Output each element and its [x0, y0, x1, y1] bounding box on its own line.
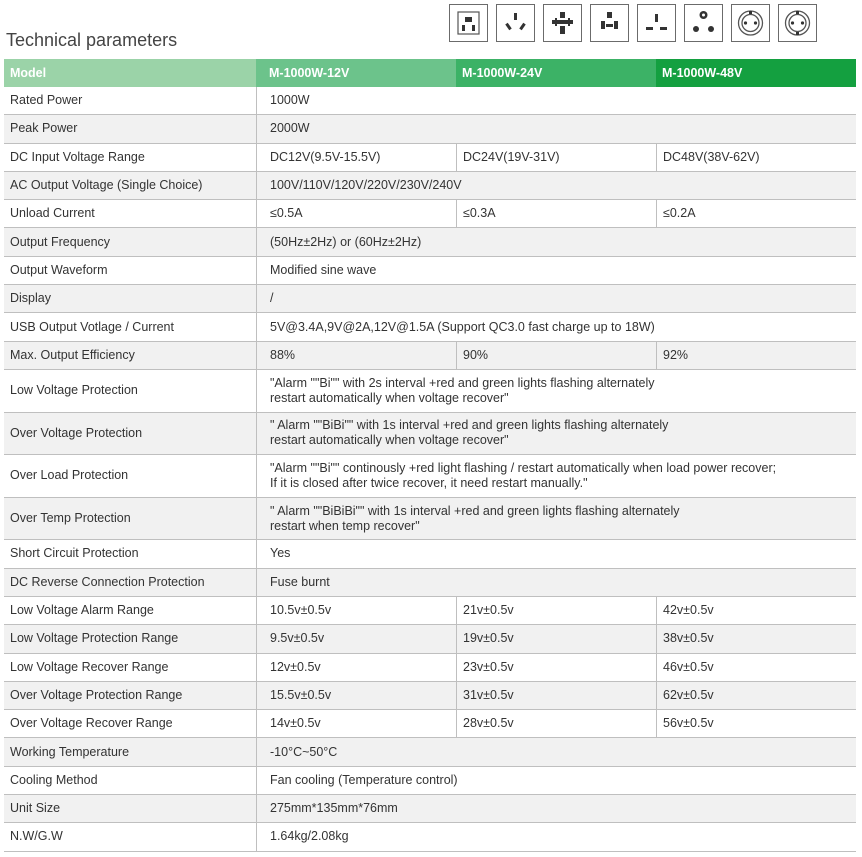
row-label: Over Temp Protection	[10, 511, 131, 526]
row-value-line: restart when temp recover"	[270, 518, 420, 533]
row-label: Display	[10, 291, 51, 306]
row-value-line: restart automatically when voltage recover"	[270, 390, 509, 405]
row-value-v3: DC48V(38V-62V)	[656, 144, 856, 171]
row-value-line: 275mm*135mm*76mm	[270, 801, 398, 816]
table-row	[4, 285, 856, 313]
row-value-line: Modified sine wave	[270, 262, 377, 277]
universal-socket-icon	[543, 4, 582, 42]
row-value-v3: 38v±0.5v	[656, 625, 856, 652]
row-value-v3: 42v±0.5v	[656, 597, 856, 624]
row-value-v1: DC12V(9.5V-15.5V)	[256, 144, 456, 171]
header-model-24v: M-1000W-24V	[456, 59, 656, 87]
row-label: Working Temperature	[10, 744, 130, 759]
row-label: Unit Size	[10, 801, 61, 816]
table-row	[4, 823, 856, 851]
table-row	[4, 228, 856, 256]
row-value-line: 100V/110V/120V/220V/230V/240V	[270, 178, 462, 193]
row-label: Low Voltage Recover Range	[10, 659, 169, 674]
row-value-v2: ≤0.3A	[456, 200, 656, 227]
table-row	[4, 569, 856, 597]
row-label: Over Voltage Recover Range	[10, 716, 173, 731]
row-value	[256, 823, 856, 850]
row-label: Short Circuit Protection	[10, 546, 139, 561]
row-value-line: 1.64kg/2.08kg	[270, 829, 349, 844]
table-row	[4, 455, 856, 498]
table-row	[4, 200, 856, 228]
table-row	[4, 654, 856, 682]
table-row	[4, 597, 856, 625]
row-value-v1: 15.5v±0.5v	[256, 682, 456, 709]
row-value-v2: 23v±0.5v	[456, 654, 656, 681]
row-label: USB Output Votlage / Current	[10, 319, 174, 334]
row-label: Max. Output Efficiency	[10, 347, 135, 362]
row-value-line: If it is closed after twice recover, it need restart manually."	[270, 475, 588, 490]
table-row	[4, 172, 856, 200]
row-value	[256, 413, 856, 455]
row-value-line: "Alarm ""Bi"" with 2s interval +red and green lights flashing alternately	[270, 375, 655, 390]
eu-socket-icon	[731, 4, 770, 42]
row-label: Cooling Method	[10, 772, 98, 787]
row-value	[256, 257, 856, 284]
row-label: Unload Current	[10, 206, 95, 221]
row-value-v1: 88%	[256, 342, 456, 369]
socket-icon-row	[449, 4, 817, 42]
row-value-v2: 28v±0.5v	[456, 710, 656, 737]
table-row	[4, 738, 856, 766]
table-row	[4, 540, 856, 568]
uk-socket-icon	[637, 4, 676, 42]
za-socket-icon	[684, 4, 723, 42]
au-socket-icon	[496, 4, 535, 42]
table-row	[4, 87, 856, 115]
row-value	[256, 228, 856, 255]
row-value-v3: 56v±0.5v	[656, 710, 856, 737]
row-label: Over Voltage Protection	[10, 425, 143, 440]
row-value-line: Fan cooling (Temperature control)	[270, 772, 458, 787]
row-label: N.W/G.W	[10, 829, 63, 844]
table-row	[4, 767, 856, 795]
row-value-v3: 62v±0.5v	[656, 682, 856, 709]
row-value	[256, 455, 856, 497]
row-value-v2: 31v±0.5v	[456, 682, 656, 709]
row-value	[256, 498, 856, 540]
row-value	[256, 313, 856, 340]
row-label: Low Voltage Protection Range	[10, 631, 179, 646]
row-label: AC Output Voltage (Single Choice)	[10, 178, 203, 193]
table-row	[4, 144, 856, 172]
row-label: DC Reverse Connection Protection	[10, 574, 205, 589]
table-row	[4, 115, 856, 143]
header-model-12v: M-1000W-12V	[256, 59, 456, 87]
us-socket-icon	[449, 4, 488, 42]
universal-socket-icon-2	[590, 4, 629, 42]
table-header	[4, 59, 856, 87]
row-label: DC Input Voltage Range	[10, 149, 145, 164]
eu-socket-icon-2	[778, 4, 817, 42]
row-value-line: " Alarm ""BiBiBi"" with 1s interval +red and green lights flashing alternately	[270, 503, 680, 518]
row-value	[256, 540, 856, 567]
row-value-line: 5V@3.4A,9V@2A,12V@1.5A (Support QC3.0 fast charge up to 18W)	[270, 319, 655, 334]
row-label: Rated Power	[10, 93, 83, 108]
row-label: Output Waveform	[10, 262, 108, 277]
row-value-v1: 10.5v±0.5v	[256, 597, 456, 624]
table-row	[4, 313, 856, 341]
table-row	[4, 342, 856, 370]
row-value	[256, 115, 856, 142]
header-model-48v: M-1000W-48V	[656, 59, 856, 87]
row-value-v2: 90%	[456, 342, 656, 369]
header-model: Model	[4, 59, 256, 87]
row-value-line: " Alarm ""BiBi"" with 1s interval +red and green lights flashing alternately	[270, 418, 669, 433]
row-value	[256, 569, 856, 596]
table-row	[4, 682, 856, 710]
row-value-v1: 9.5v±0.5v	[256, 625, 456, 652]
table-row	[4, 795, 856, 823]
table-row	[4, 498, 856, 541]
row-label: Low Voltage Alarm Range	[10, 603, 154, 618]
row-value-line: "Alarm ""Bi"" continously +red light flashing / restart automatically when load power recover;	[270, 460, 777, 475]
row-value-v2: DC24V(19V-31V)	[456, 144, 656, 171]
row-value-v3: ≤0.2A	[656, 200, 856, 227]
row-value	[256, 795, 856, 822]
row-value	[256, 285, 856, 312]
row-value-line: 1000W	[270, 93, 310, 108]
spec-table	[4, 59, 856, 852]
row-label: Low Voltage Protection	[10, 383, 138, 398]
row-value	[256, 767, 856, 794]
row-value-line: /	[270, 291, 274, 306]
row-value-v1: 14v±0.5v	[256, 710, 456, 737]
table-row	[4, 710, 856, 738]
row-label: Output Frequency	[10, 234, 111, 249]
row-value-line: Yes	[270, 546, 291, 561]
row-value-v1: 12v±0.5v	[256, 654, 456, 681]
row-value	[256, 738, 856, 765]
table-row	[4, 257, 856, 285]
row-value-line: restart automatically when voltage recover"	[270, 433, 509, 448]
row-value-v2: 21v±0.5v	[456, 597, 656, 624]
page-title: Technical parameters	[6, 30, 178, 50]
table-row	[4, 370, 856, 413]
row-label: Over Voltage Protection Range	[10, 687, 183, 702]
row-value-line: Fuse burnt	[270, 574, 330, 589]
table-row	[4, 625, 856, 653]
row-value-line: 2000W	[270, 121, 310, 136]
row-value-v1: ≤0.5A	[256, 200, 456, 227]
row-value	[256, 172, 856, 199]
row-value	[256, 87, 856, 114]
row-value-v3: 46v±0.5v	[656, 654, 856, 681]
table-row	[4, 413, 856, 456]
row-value-v2: 19v±0.5v	[456, 625, 656, 652]
row-value-line: -10°C~50°C	[270, 744, 338, 759]
row-label: Peak Power	[10, 121, 78, 136]
row-value-line: (50Hz±2Hz) or (60Hz±2Hz)	[270, 234, 422, 249]
row-label: Over Load Protection	[10, 468, 129, 483]
row-value-v3: 92%	[656, 342, 856, 369]
row-value	[256, 370, 856, 412]
